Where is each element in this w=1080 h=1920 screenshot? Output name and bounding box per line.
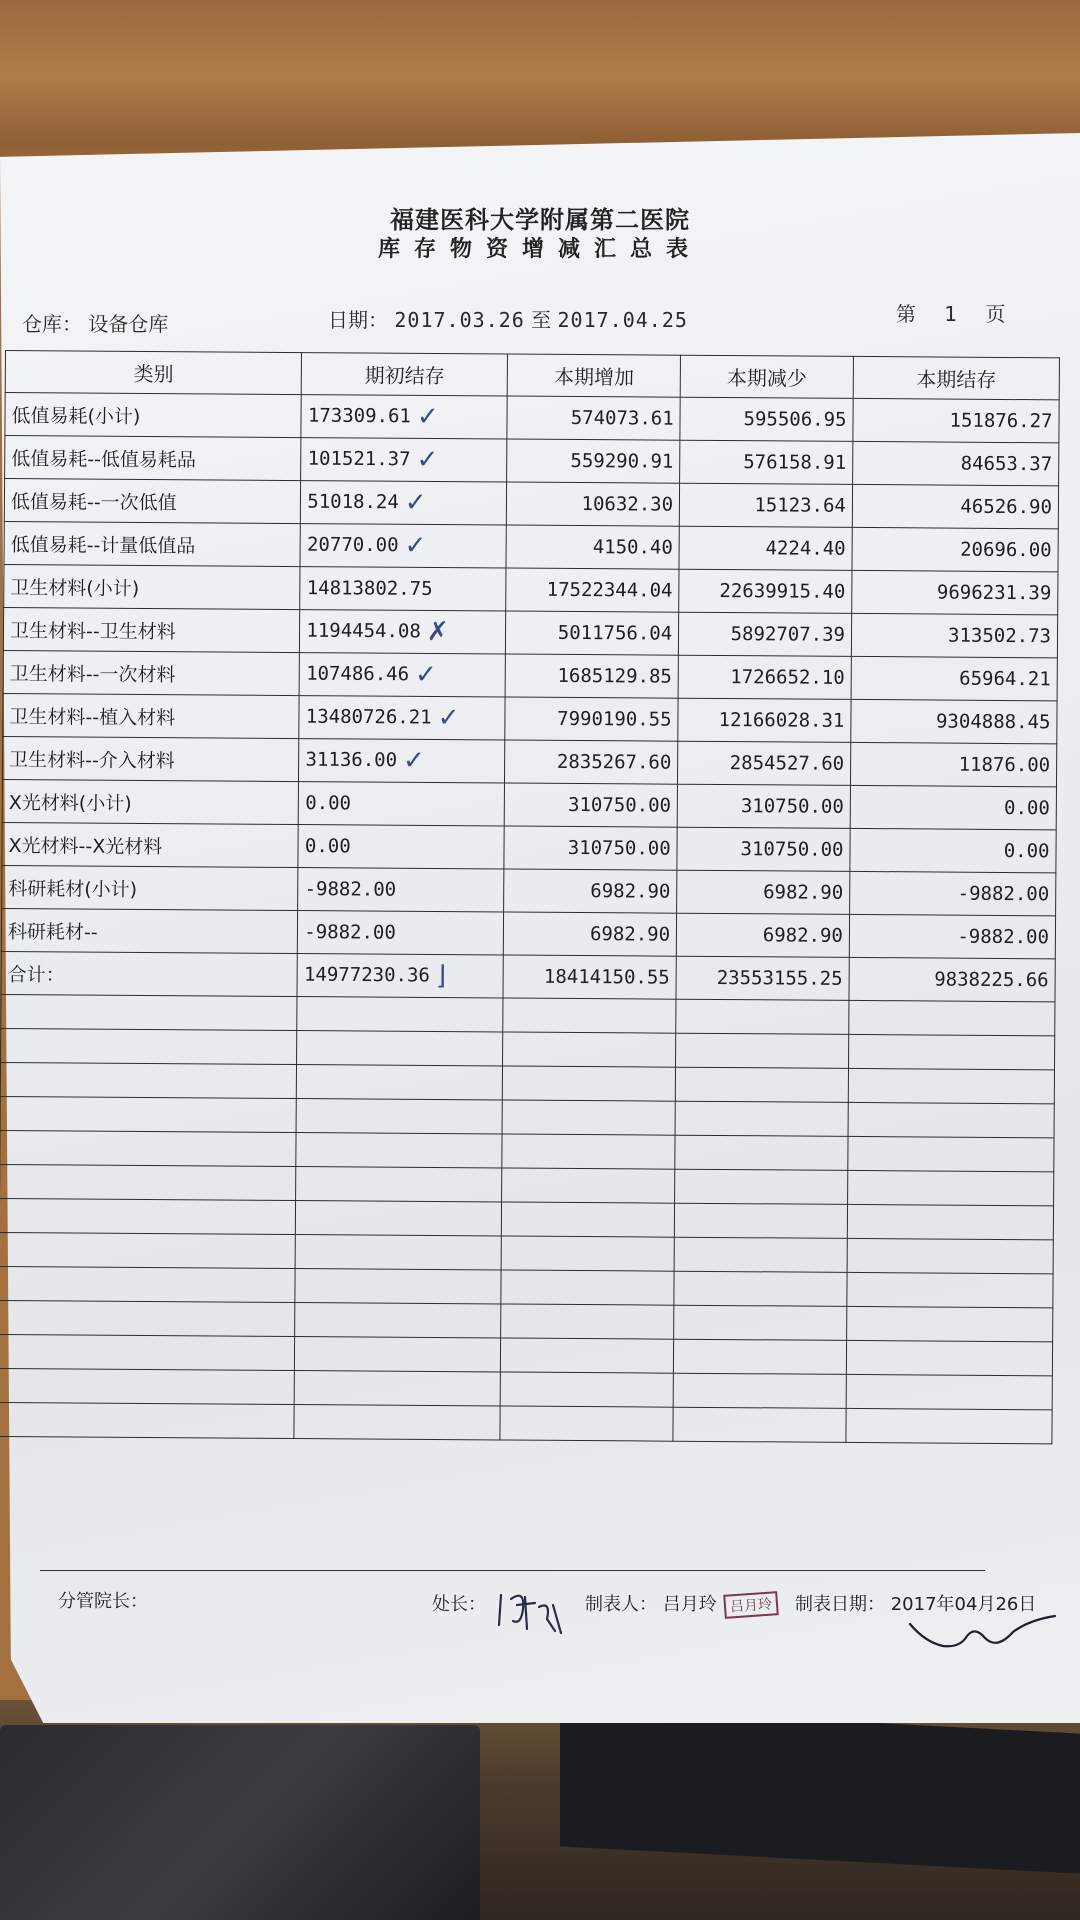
cell-increase-text: 310750.00	[567, 793, 672, 817]
cell-decrease	[677, 784, 850, 828]
cell-decrease-text: 576158.91	[743, 451, 847, 474]
table-row	[1, 951, 1055, 1001]
hospital-title: 福建医科大学附属第二医院	[390, 206, 690, 234]
cell-opening	[301, 395, 507, 439]
cell-decrease-text: 1726652.10	[730, 666, 845, 689]
cell-opening-text: 173309.61	[307, 404, 411, 428]
cell-opening-text: 1194454.08	[306, 619, 421, 643]
cell-decrease-text: 6982.90	[763, 881, 844, 904]
cell-closing-text: 20696.00	[960, 538, 1052, 562]
empty-cell	[848, 1034, 1054, 1069]
empty-cell	[295, 1235, 501, 1270]
prepared-date-label: 制表日期：	[795, 1594, 885, 1615]
cell-category-text: 低值易耗--一次低值	[10, 490, 177, 514]
handwritten-scribble	[905, 1612, 1065, 1657]
cell-increase-text: 18414150.55	[543, 965, 670, 989]
cell-category-text: 合计：	[7, 963, 65, 986]
check-mark-icon: ✗	[426, 616, 449, 648]
cell-closing-text: 0.00	[1003, 839, 1050, 863]
empty-cell	[674, 1271, 847, 1306]
empty-cell	[0, 1232, 296, 1268]
cell-opening-text: 13480726.21	[305, 705, 432, 729]
cell-closing-text: 9696231.39	[936, 581, 1052, 605]
empty-cell	[848, 1102, 1054, 1137]
inventory-summary-table	[0, 350, 1060, 1444]
cell-closing-text: 9304888.45	[935, 710, 1051, 734]
cell-opening-text: 20770.00	[306, 533, 399, 557]
director-label: 处长：	[432, 1594, 486, 1615]
empty-cell	[847, 1204, 1053, 1239]
cell-opening-text: 101521.37	[307, 447, 411, 471]
cell-decrease	[677, 870, 850, 914]
cell-increase-text: 1685129.85	[557, 664, 672, 688]
empty-cell	[674, 1305, 847, 1340]
cell-category-text: 卫生材料(小计)	[10, 576, 140, 600]
cell-opening-text: 31136.00	[305, 748, 398, 772]
cell-decrease	[677, 827, 850, 871]
preparer-value: 吕月玲	[662, 1594, 717, 1615]
cell-category-text: 卫生材料--介入材料	[9, 748, 175, 772]
cell-closing	[851, 613, 1057, 657]
cell-increase	[505, 740, 678, 784]
cell-category-text: 科研耗材(小计)	[8, 877, 138, 901]
empty-cell	[0, 1368, 295, 1404]
cell-category	[3, 693, 300, 738]
table-row	[3, 736, 1057, 786]
page-number: 1	[944, 302, 958, 326]
empty-cell	[502, 1100, 675, 1135]
cell-category	[2, 822, 299, 867]
prepared-date-value: 2017年04月26日	[890, 1594, 1037, 1615]
page-prefix: 第	[896, 302, 916, 326]
empty-cell	[503, 1032, 676, 1067]
cell-increase-text: 2835267.60	[556, 750, 672, 774]
empty-cell	[294, 1405, 500, 1440]
background-object-2	[560, 1706, 1080, 1873]
cell-opening	[301, 438, 507, 482]
empty-cell	[501, 1270, 674, 1305]
cell-closing-text: 0.00	[1003, 796, 1050, 820]
cell-decrease	[678, 655, 851, 699]
cell-opening-text: -9882.00	[304, 921, 396, 944]
cell-decrease	[676, 913, 849, 957]
cell-increase	[507, 439, 680, 483]
table-row	[2, 865, 1056, 915]
empty-cell	[846, 1408, 1052, 1443]
table-row	[5, 393, 1059, 443]
empty-cell	[675, 1169, 848, 1204]
date-line	[328, 304, 688, 333]
empty-cell	[674, 1237, 847, 1272]
empty-cell	[848, 1136, 1054, 1171]
cell-closing	[850, 871, 1056, 915]
table-body	[0, 393, 1059, 1444]
empty-cell	[676, 1033, 849, 1068]
cell-opening	[299, 696, 505, 740]
header-decrease: 本期减少	[680, 355, 853, 398]
cell-opening-text: 107486.46	[306, 662, 410, 686]
cell-closing-text: -9882.00	[957, 925, 1050, 949]
table-row	[4, 479, 1058, 529]
cell-decrease	[679, 569, 852, 613]
empty-cell	[503, 998, 676, 1033]
cell-decrease	[678, 741, 851, 785]
cell-category	[2, 779, 299, 824]
cell-category	[3, 607, 300, 652]
cell-increase-text: 6982.90	[590, 880, 671, 903]
page-indicator	[896, 298, 1005, 327]
check-mark-icon: ✓	[402, 745, 425, 776]
empty-cell	[0, 1300, 295, 1336]
cell-increase	[505, 783, 678, 827]
cell-opening-text: 0.00	[305, 792, 352, 815]
empty-cell	[847, 1272, 1053, 1307]
check-mark-icon: ✓	[437, 703, 460, 734]
empty-cell	[0, 1334, 295, 1370]
cell-category	[1, 951, 298, 996]
empty-cell	[296, 1201, 502, 1236]
cell-decrease	[680, 440, 853, 484]
cell-opening-text: 14977230.36	[303, 963, 430, 987]
empty-table-row	[0, 1402, 1052, 1443]
check-mark-icon: ✓	[404, 487, 427, 518]
director-signature-field	[432, 1590, 486, 1616]
preparer-stamp: 吕月玲	[724, 1591, 780, 1619]
cell-closing	[851, 656, 1057, 700]
empty-cell	[847, 1238, 1053, 1273]
cell-category-text: 科研耗材--	[7, 920, 98, 944]
cell-decrease-text: 4224.40	[765, 537, 846, 560]
empty-cell	[0, 1198, 296, 1234]
empty-cell	[0, 1164, 296, 1200]
empty-cell	[0, 1402, 295, 1438]
empty-cell	[848, 1068, 1054, 1103]
cell-increase-text: 4150.40	[592, 536, 673, 559]
cell-decrease-text: 6982.90	[762, 924, 843, 947]
table-row	[3, 693, 1057, 743]
empty-cell	[503, 1066, 676, 1101]
empty-cell	[674, 1339, 847, 1374]
cell-increase-text: 310750.00	[567, 836, 671, 860]
cell-category	[4, 564, 301, 609]
empty-cell	[500, 1372, 673, 1407]
empty-cell	[295, 1371, 501, 1406]
cell-closing-text: 84653.37	[960, 452, 1053, 476]
date-from: 2017.03.26	[394, 308, 525, 332]
cell-category-text: 卫生材料--一次材料	[9, 662, 176, 686]
cell-increase	[506, 611, 679, 655]
empty-cell	[502, 1134, 675, 1169]
check-mark-icon: ⌋	[435, 961, 447, 992]
cell-opening	[299, 739, 505, 783]
cell-opening	[301, 481, 507, 525]
cell-increase	[504, 869, 677, 913]
table-row	[5, 436, 1059, 486]
cell-closing	[853, 398, 1059, 442]
header-closing: 本期结存	[853, 356, 1059, 399]
cell-opening-text: -9882.00	[304, 878, 397, 901]
empty-cell	[500, 1406, 673, 1441]
cell-opening	[298, 825, 504, 869]
empty-cell	[0, 1096, 297, 1132]
cell-increase-text: 17522344.04	[546, 578, 673, 602]
empty-cell	[501, 1304, 674, 1339]
empty-cell	[502, 1168, 675, 1203]
date-separator: 至	[531, 308, 552, 332]
cell-category-text: 低值易耗--计量低值品	[10, 533, 196, 557]
cell-category	[4, 479, 301, 524]
cell-closing-text: 46526.90	[960, 495, 1053, 519]
cell-opening	[298, 868, 504, 912]
footer-divider	[40, 1570, 985, 1571]
cell-category-text: 低值易耗(小计)	[11, 404, 141, 428]
empty-cell	[676, 999, 849, 1034]
table-row	[3, 607, 1057, 657]
empty-cell	[0, 1266, 295, 1302]
cell-increase	[507, 396, 680, 440]
empty-cell	[847, 1306, 1053, 1341]
cell-opening	[298, 911, 504, 955]
cell-closing-text: 11876.00	[958, 753, 1051, 777]
check-mark-icon: ✓	[414, 659, 437, 691]
cell-closing	[850, 742, 1056, 786]
cell-decrease-text: 22639915.40	[719, 579, 846, 603]
empty-cell	[501, 1236, 674, 1271]
background-object	[0, 1725, 480, 1920]
cell-closing-text: -9882.00	[957, 882, 1050, 906]
director-handwritten-signature	[495, 1585, 570, 1640]
cell-opening	[300, 610, 506, 654]
cell-increase-text: 7990190.55	[557, 707, 672, 731]
cell-opening	[299, 782, 505, 826]
empty-cell	[502, 1202, 675, 1237]
empty-cell	[0, 1130, 296, 1166]
cell-opening	[300, 567, 506, 611]
cell-increase	[505, 697, 678, 741]
cell-opening	[297, 954, 503, 998]
empty-cell	[848, 1170, 1054, 1205]
cell-increase	[507, 482, 680, 526]
check-mark-icon: ✓	[416, 401, 439, 433]
empty-cell	[297, 1031, 503, 1066]
empty-cell	[0, 1062, 297, 1098]
cell-decrease	[676, 956, 849, 1000]
cell-category	[5, 393, 302, 438]
cell-closing	[850, 828, 1056, 872]
cell-increase-text: 5011756.04	[557, 621, 673, 645]
cell-opening	[299, 653, 505, 697]
empty-cell	[296, 1133, 502, 1168]
empty-cell	[675, 1067, 848, 1102]
cell-category-text: X光材料--X光材料	[8, 834, 163, 858]
cell-category	[1, 908, 298, 953]
preparer-field	[585, 1590, 778, 1617]
empty-cell	[1, 994, 298, 1030]
cell-decrease	[680, 397, 853, 441]
cell-increase-text: 559290.91	[570, 449, 674, 473]
cell-decrease-text: 310750.00	[740, 838, 844, 861]
header-increase: 本期增加	[508, 354, 681, 397]
cell-closing	[849, 914, 1055, 958]
cell-increase-text: 574073.61	[570, 406, 674, 430]
empty-cell	[296, 1099, 502, 1134]
deputy-signature-field	[58, 1587, 148, 1613]
cell-closing	[852, 527, 1058, 571]
report-subtitle: 库存物资增减汇总表	[377, 237, 702, 262]
empty-cell	[295, 1269, 501, 1304]
cell-category-text: 卫生材料--卫生材料	[9, 619, 176, 643]
cell-decrease-text: 12166028.31	[718, 708, 845, 732]
empty-cell	[295, 1337, 501, 1372]
empty-cell	[295, 1303, 501, 1338]
cell-closing	[851, 699, 1057, 743]
empty-cell	[674, 1203, 847, 1238]
cell-closing	[852, 570, 1058, 614]
empty-cell	[1, 1028, 298, 1064]
cell-closing-text: 151876.27	[949, 409, 1053, 433]
warehouse-label: 仓库：	[22, 312, 82, 336]
cell-decrease	[678, 698, 851, 742]
empty-cell	[296, 1167, 502, 1202]
table-header-row	[5, 351, 1059, 400]
cell-category-text: 低值易耗--低值易耗品	[11, 447, 197, 471]
cell-closing	[853, 441, 1059, 485]
cell-closing	[852, 484, 1058, 528]
date-label: 日期：	[328, 308, 388, 332]
cell-decrease-text: 5892707.39	[730, 623, 846, 646]
cell-category	[3, 736, 300, 781]
date-to: 2017.04.25	[557, 308, 688, 332]
cell-decrease-text: 15123.64	[754, 494, 846, 517]
cell-opening-text: 0.00	[304, 835, 351, 858]
cell-category	[4, 521, 301, 566]
cell-increase-text: 10632.30	[581, 493, 674, 516]
empty-cell	[673, 1407, 846, 1442]
empty-cell	[849, 1000, 1055, 1035]
table-row	[1, 908, 1055, 958]
cell-increase	[505, 654, 678, 698]
cell-decrease-text: 595506.95	[743, 408, 847, 431]
empty-cell	[846, 1374, 1052, 1409]
cell-closing	[849, 957, 1055, 1001]
cell-opening-text: 14813802.75	[306, 577, 433, 600]
cell-category	[5, 436, 302, 481]
table-row	[4, 521, 1058, 571]
header-category: 类别	[5, 351, 302, 395]
empty-cell	[501, 1338, 674, 1373]
warehouse-line	[22, 308, 168, 337]
cell-decrease	[679, 483, 852, 527]
table-row	[2, 779, 1056, 829]
cell-closing-text: 313502.73	[947, 624, 1052, 648]
check-mark-icon: ✓	[416, 444, 439, 476]
cell-decrease-text: 310750.00	[740, 795, 844, 818]
check-mark-icon: ✓	[404, 530, 427, 561]
table-row	[2, 822, 1056, 872]
cell-increase	[506, 525, 679, 569]
table-row	[4, 564, 1058, 614]
empty-cell	[297, 1065, 503, 1100]
empty-cell	[675, 1101, 848, 1136]
page-suffix: 页	[985, 302, 1006, 326]
cell-category	[3, 650, 300, 695]
cell-category-text: X光材料(小计)	[8, 791, 132, 815]
table-row	[3, 650, 1057, 700]
cell-closing-text: 9838225.66	[934, 968, 1049, 992]
cell-increase	[504, 912, 677, 956]
cell-decrease	[679, 612, 852, 656]
cell-category	[2, 865, 299, 910]
warehouse-value: 设备仓库	[88, 312, 169, 336]
cell-opening	[300, 524, 506, 568]
header-opening: 期初结存	[302, 353, 508, 396]
cell-increase	[506, 568, 679, 612]
cell-increase-text: 6982.90	[589, 923, 671, 946]
cell-increase	[503, 955, 676, 999]
empty-cell	[297, 997, 503, 1032]
empty-cell	[673, 1373, 846, 1408]
cell-category-text: 卫生材料--植入材料	[9, 705, 176, 729]
cell-decrease-text: 2854527.60	[729, 752, 845, 775]
preparer-label: 制表人：	[585, 1594, 657, 1615]
cell-decrease-text: 23553155.25	[716, 966, 843, 990]
cell-increase	[504, 826, 677, 870]
cell-closing	[850, 785, 1056, 829]
cell-decrease	[679, 526, 852, 570]
empty-cell	[846, 1340, 1052, 1375]
deputy-label: 分管院长：	[58, 1591, 148, 1612]
cell-closing-text: 65964.21	[959, 667, 1051, 691]
empty-cell	[675, 1135, 848, 1170]
cell-opening-text: 51018.24	[307, 490, 399, 514]
